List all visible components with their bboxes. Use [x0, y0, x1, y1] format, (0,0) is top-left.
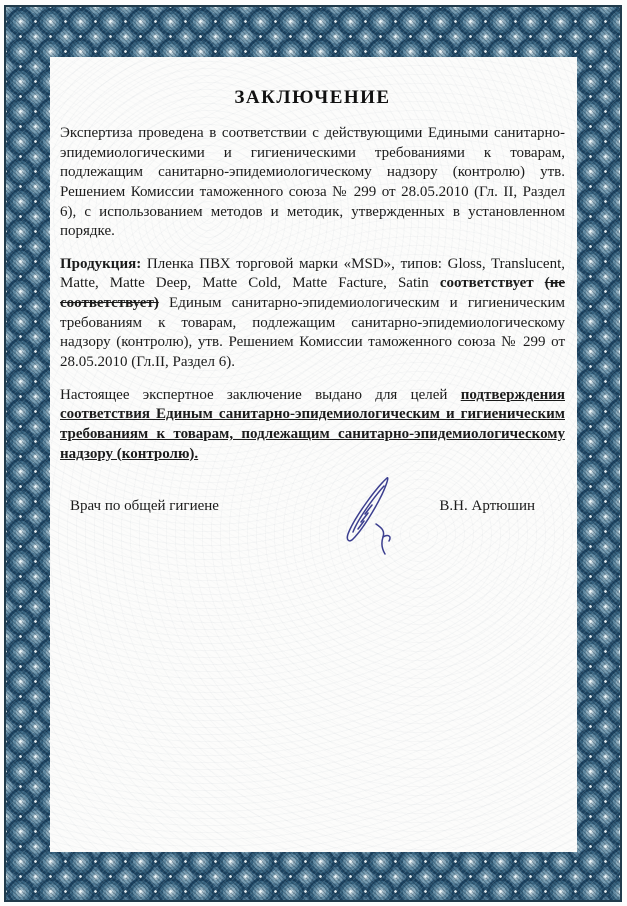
- expertise-text: Экспертиза проведена в соответствии с действующими Едиными санитарно-эпидемиологическими и гигиеническими требованиями к товарам, подлежащим санитарно-эпидемиологическому надзору (контролю) утв. Решением Комиссии таможенного союза № 299 от 28.05.2010 (Гл. II, Раздел 6), с использованием методов и методик, утвержденных в установленном порядке.: [60, 125, 565, 240]
- not-conforms-strikethrough: (не соответствует): [60, 275, 565, 312]
- production-text-after: Единым санитарно-эпидемиологическим и гигиеническим требованиям к товарам, подлежащим санитарно-эпидемиологическому надзору (контролю), утв. Решением Комиссии таможенного союза № 299 от 28.05.2010 (Гл.II, Раздел 6).: [60, 295, 566, 371]
- guilloche-security-border: [4, 5, 622, 902]
- production-text-before: Пленка ПВХ торговой марки «MSD», типов: Gloss, Translucent, Matte, Matte Deep, Matte Cold, Matte Facture, Satin: [60, 255, 566, 292]
- certificate-paper: [50, 57, 577, 852]
- signer-name: В.Н. Артюшин: [439, 498, 535, 515]
- conforms-text: соответствует: [439, 275, 534, 292]
- paragraph-purpose: [60, 386, 565, 465]
- purpose-underlined-clause: подтверждения соответствия Единым санитарно-эпидемиологическим и гигиеническим требованиям к товарам, подлежащим санитарно-эпидемиологическому надзору (контролю).: [60, 386, 565, 462]
- purpose-text-before: Настоящее экспертное заключение выдано для целей: [60, 386, 448, 403]
- signature-row: [60, 498, 565, 515]
- handwritten-signature-icon: [332, 474, 410, 560]
- document-title: ЗАКЛЮЧЕНИЕ: [234, 87, 391, 108]
- production-label: Продукция:: [60, 255, 142, 272]
- signer-role: Врач по общей гигиене: [70, 498, 219, 515]
- paragraph-expertise: [60, 124, 565, 242]
- paragraph-production: [60, 255, 565, 373]
